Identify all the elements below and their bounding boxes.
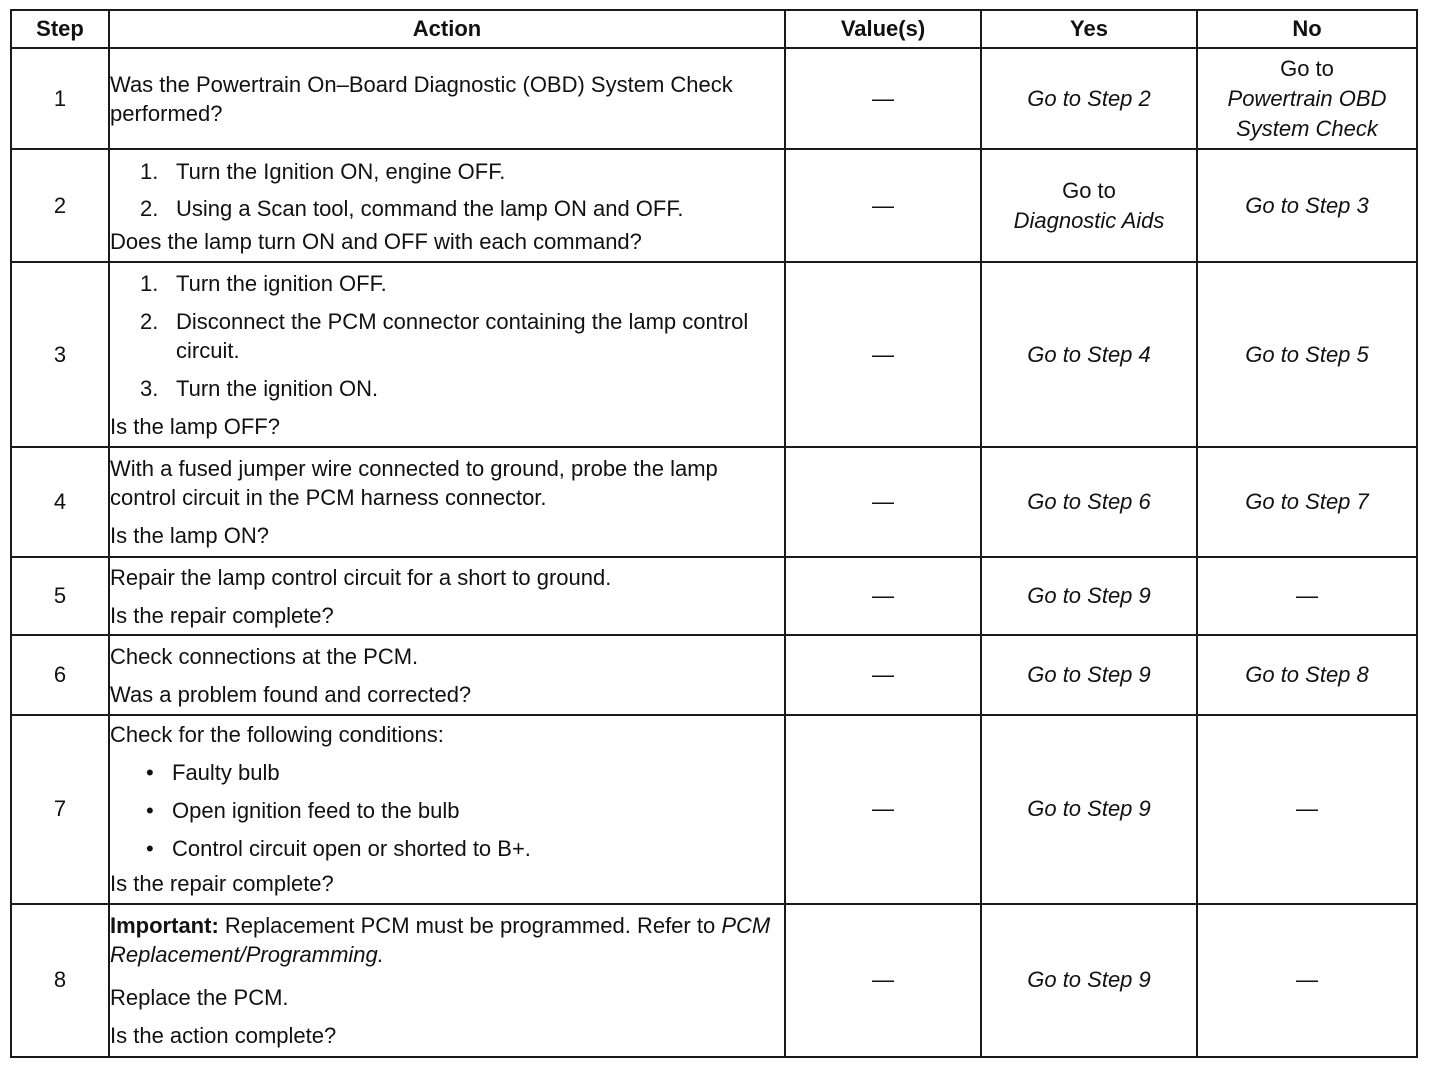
step-number: 2: [11, 149, 109, 262]
value-cell: —: [785, 48, 981, 149]
table-row: [11, 262, 1417, 446]
question-text: Was a problem found and corrected?: [110, 681, 472, 707]
header-yes: Yes: [981, 10, 1197, 48]
yes-cell: Go to Step 9: [981, 715, 1197, 903]
list-item: • Control circuit open or shorted to B+.: [146, 836, 531, 862]
value-cell: —: [785, 557, 981, 635]
yes-cell: Go to Step 9: [981, 904, 1197, 1057]
yes-cell: Go to Step 6: [981, 447, 1197, 557]
question-text: Is the repair complete?: [110, 871, 334, 897]
question-text: Is the repair complete?: [110, 602, 334, 628]
action-cell: [109, 447, 785, 557]
value-cell: —: [785, 715, 981, 903]
no-cell: Go to Step 8: [1197, 635, 1417, 715]
list-item: 2. Disconnect the PCM connector containing the lamp control circuit.: [140, 308, 749, 363]
action-cell: [109, 635, 785, 715]
table-row: [11, 715, 1417, 903]
value-cell: —: [785, 635, 981, 715]
step-number: 6: [11, 635, 109, 715]
yes-cell: [981, 149, 1197, 262]
action-text: Was the Powertrain On–Board Diagnostic (OBD) System Check performed?: [110, 71, 733, 126]
list-item: • Open ignition feed to the bulb: [146, 798, 460, 824]
action-text: Replace the PCM.: [110, 984, 289, 1010]
question-text: Does the lamp turn ON and OFF with each command?: [110, 229, 642, 255]
action-text: Repair the lamp control circuit for a short to ground.: [110, 564, 612, 590]
important-label: Important:: [110, 912, 219, 938]
question-text: Is the lamp ON?: [110, 522, 269, 548]
no-cell: —: [1197, 904, 1417, 1057]
no-cell: Go to Step 3: [1197, 149, 1417, 262]
no-cell: Go to Step 5: [1197, 262, 1417, 446]
diagnostic-table: [10, 9, 1418, 1058]
question-text: Is the lamp OFF?: [110, 413, 280, 439]
list-item: • Faulty bulb: [146, 760, 280, 786]
step-number: 4: [11, 447, 109, 557]
no-cell: —: [1197, 715, 1417, 903]
step-number: 3: [11, 262, 109, 446]
yes-cell: Go to Step 4: [981, 262, 1197, 446]
step-number: 7: [11, 715, 109, 903]
header-step: Step: [11, 10, 109, 48]
value-cell: —: [785, 904, 981, 1057]
step-number: 8: [11, 904, 109, 1057]
header-row: [11, 10, 1417, 48]
table-row: [11, 557, 1417, 635]
no-prefix: Go to: [1280, 55, 1334, 81]
header-no: No: [1197, 10, 1417, 48]
table-row: [11, 635, 1417, 715]
list-item: 1. Turn the ignition OFF.: [140, 270, 387, 296]
list-item: 3. Turn the ignition ON.: [140, 375, 379, 401]
value-cell: —: [785, 149, 981, 262]
yes-cell: Go to Step 9: [981, 557, 1197, 635]
list-item: 1. Turn the Ignition ON, engine OFF.: [140, 159, 506, 185]
action-text: Check connections at the PCM.: [110, 643, 419, 669]
value-cell: —: [785, 447, 981, 557]
table-row: [11, 149, 1417, 262]
table-row: [11, 447, 1417, 557]
action-cell: [109, 262, 785, 446]
table-row: [11, 48, 1417, 149]
important-note: Important: Replacement PCM must be programmed. Refer to PCM Replacement/Programming.: [110, 912, 771, 967]
value-cell: —: [785, 262, 981, 446]
action-cell: [109, 557, 785, 635]
action-cell: [109, 715, 785, 903]
list-item: 2. Using a Scan tool, command the lamp ON and OFF.: [140, 196, 684, 222]
action-text: With a fused jumper wire connected to ground, probe the lamp control circuit in the PCM harness connector.: [110, 455, 718, 510]
action-text: Check for the following conditions:: [110, 722, 444, 748]
step-number: 1: [11, 48, 109, 149]
no-link: Powertrain OBD System Check: [1227, 85, 1387, 141]
table-row: [11, 904, 1417, 1057]
no-cell: [1197, 48, 1417, 149]
no-cell: —: [1197, 557, 1417, 635]
question-text: Is the action complete?: [110, 1022, 337, 1048]
no-cell: Go to Step 7: [1197, 447, 1417, 557]
step-number: 5: [11, 557, 109, 635]
yes-cell: Go to Step 2: [981, 48, 1197, 149]
yes-link: Diagnostic Aids: [1013, 207, 1165, 233]
action-cell: [109, 48, 785, 149]
action-cell: [109, 904, 785, 1057]
action-cell: [109, 149, 785, 262]
yes-cell: Go to Step 9: [981, 635, 1197, 715]
header-values: Value(s): [785, 10, 981, 48]
yes-prefix: Go to: [1062, 177, 1116, 203]
pcm-replacement-link[interactable]: PCM Replacement/Programming.: [110, 912, 771, 967]
header-action: Action: [109, 10, 785, 48]
